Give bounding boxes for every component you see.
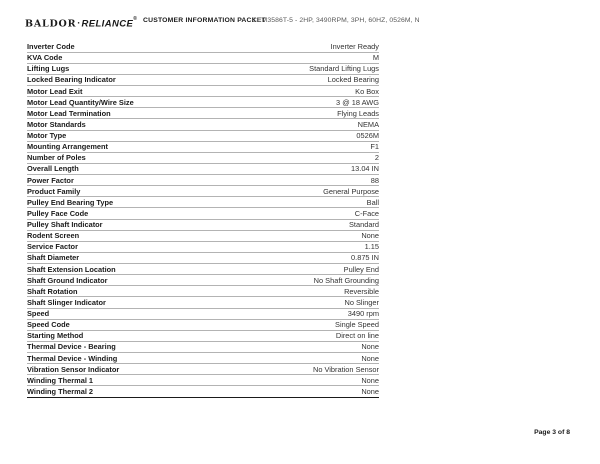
table-row — [27, 119, 379, 130]
spec-value: None — [361, 386, 379, 396]
spec-value: 1.15 — [364, 242, 379, 252]
table-row — [27, 53, 379, 64]
table-row — [27, 309, 379, 320]
table-row — [27, 386, 379, 397]
spec-value: Reversible — [344, 286, 379, 296]
table-row — [27, 175, 379, 186]
spec-label: Motor Standards — [27, 119, 86, 129]
spec-label: Vibration Sensor Indicator — [27, 364, 120, 374]
table-row — [27, 86, 379, 97]
spec-label: Starting Method — [27, 331, 84, 341]
page-indicator: Page 3 of 8 — [534, 429, 570, 436]
table-row — [27, 42, 379, 53]
spec-label: Motor Type — [27, 131, 67, 141]
spec-value: No Vibration Sensor — [312, 364, 379, 374]
table-row — [27, 231, 379, 242]
spec-value: Standard Lifting Lugs — [309, 64, 379, 74]
spec-label: Shaft Diameter — [27, 253, 80, 263]
spec-label: Thermal Device - Winding — [27, 353, 118, 363]
spec-label: Shaft Extension Location — [27, 264, 116, 274]
spec-value: F1 — [370, 142, 379, 152]
logo-brand-left: BALDOR — [25, 18, 77, 30]
spec-value: No Shaft Grounding — [313, 275, 379, 285]
spec-value: Standard — [349, 220, 379, 230]
baldor-reliance-logo — [25, 14, 137, 29]
table-row — [27, 208, 379, 219]
spec-label: Motor Lead Quantity/Wire Size — [27, 97, 134, 107]
spec-label: Pulley Shaft Indicator — [27, 220, 103, 230]
table-row — [27, 364, 379, 375]
spec-value: Flying Leads — [337, 108, 379, 118]
spec-label: Motor Lead Termination — [27, 108, 111, 118]
spec-value: 3490 rpm — [347, 309, 379, 319]
spec-label: Shaft Ground Indicator — [27, 275, 108, 285]
spec-value: Single Speed — [335, 320, 379, 330]
spec-value: 0526M — [356, 131, 379, 141]
spec-label: Speed — [27, 309, 50, 319]
table-row — [27, 131, 379, 142]
spec-value: Ball — [366, 197, 379, 207]
table-row — [27, 242, 379, 253]
table-row — [27, 97, 379, 108]
document-title: CUSTOMER INFORMATION PACKET — [143, 17, 266, 24]
spec-value: None — [361, 375, 379, 385]
spec-value: 88 — [370, 175, 379, 185]
spec-label: Locked Bearing Indicator — [27, 75, 116, 85]
spec-label: Motor Lead Exit — [27, 86, 83, 96]
table-row — [27, 320, 379, 331]
table-row — [27, 197, 379, 208]
spec-value: General Purpose — [323, 186, 379, 196]
spec-value: 2 — [374, 153, 379, 163]
spec-value: 0.875 IN — [351, 253, 379, 263]
table-row — [27, 353, 379, 364]
spec-label: Thermal Device - Bearing — [27, 342, 116, 352]
logo-separator-dot: · — [77, 18, 81, 30]
spec-label: Inverter Code — [27, 42, 75, 52]
table-row — [27, 286, 379, 297]
spec-value: NEMA — [357, 119, 379, 129]
spec-value: Pulley End — [343, 264, 379, 274]
spec-value: No Slinger — [344, 297, 379, 307]
spec-label: Pulley Face Code — [27, 208, 89, 218]
spec-value: M — [372, 53, 379, 63]
spec-label: Winding Thermal 1 — [27, 375, 94, 385]
spec-value: 3 @ 18 AWG — [336, 97, 379, 107]
table-row — [27, 186, 379, 197]
table-row — [27, 142, 379, 153]
table-row — [27, 264, 379, 275]
spec-value: C-Face — [354, 208, 379, 218]
spec-label: Speed Code — [27, 320, 70, 330]
table-row — [27, 75, 379, 86]
spec-label: Lifting Lugs — [27, 64, 70, 74]
spec-label: Winding Thermal 2 — [27, 386, 94, 396]
spec-value: None — [361, 342, 379, 352]
spec-value: Inverter Ready — [330, 42, 379, 52]
logo-brand-right: RELIANCE — [81, 18, 134, 30]
spec-label: Overall Length — [27, 164, 79, 174]
spec-label: Shaft Rotation — [27, 286, 78, 296]
spec-value: 13.04 IN — [351, 164, 379, 174]
spec-label: Pulley End Bearing Type — [27, 197, 114, 207]
table-row — [27, 331, 379, 342]
spec-label: KVA Code — [27, 53, 63, 63]
page-header — [0, 0, 600, 40]
registered-trademark-icon: ® — [133, 16, 137, 22]
spec-label: Number of Poles — [27, 153, 86, 163]
spec-value: Locked Bearing — [327, 75, 379, 85]
table-row — [27, 153, 379, 164]
spec-table — [27, 42, 379, 398]
table-row — [27, 275, 379, 286]
table-row — [27, 164, 379, 175]
spec-label: Power Factor — [27, 175, 74, 185]
table-row — [27, 220, 379, 231]
spec-label: Service Factor — [27, 242, 78, 252]
spec-value: Ko Box — [355, 86, 379, 96]
table-row — [27, 342, 379, 353]
table-row — [27, 108, 379, 119]
spec-label: Product Family — [27, 186, 81, 196]
table-row — [27, 297, 379, 308]
spec-label: Mounting Arrangement — [27, 142, 109, 152]
table-row — [27, 375, 379, 386]
spec-value: None — [361, 231, 379, 241]
spec-value: None — [361, 353, 379, 363]
table-row — [27, 64, 379, 75]
spec-label: Rodent Screen — [27, 231, 80, 241]
table-row — [27, 253, 379, 264]
spec-value: Direct on line — [335, 331, 379, 341]
product-summary: CEM3586T-5 - 2HP, 3490RPM, 3PH, 60HZ, 0526M, N — [252, 17, 420, 24]
spec-label: Shaft Slinger Indicator — [27, 297, 106, 307]
